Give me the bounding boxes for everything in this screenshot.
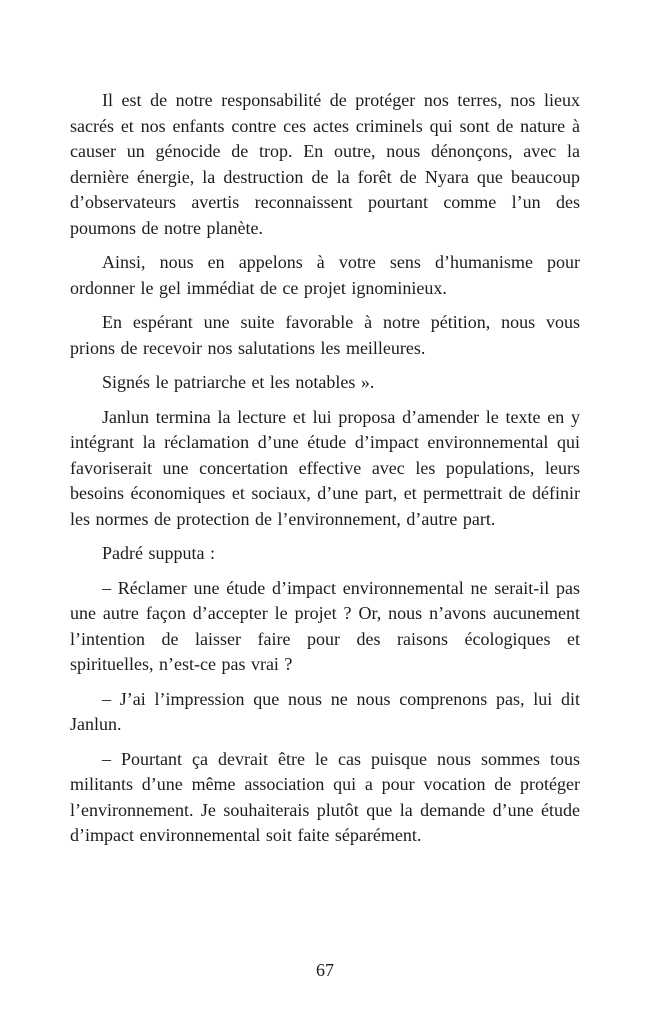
- page-number: 67: [316, 960, 334, 980]
- paragraph: Padré supputa :: [102, 543, 215, 563]
- dialogue-paragraph: – Réclamer une étude d’impact environnemental ne serait-il pas une autre façon d’accepter le projet ? Or, nous n’avons aucunement l’intention de laisser faire pour des raisons écologiques et spirituelles, n’est-ce pas vrai ?: [70, 577, 580, 674]
- paragraph: Signés le patriarche et les notables ».: [102, 372, 375, 392]
- paragraph: Ainsi, nous en appelons à votre sens d’humanisme pour ordonner le gel immédiat de ce projet ignominieux.: [70, 252, 580, 298]
- paragraph: Janlun termina la lecture et lui proposa d’amender le texte en y intégrant la réclamation d’une étude d’impact environnemental qui favoriserait une concertation effective avec les populations, leurs besoins économiques et sociaux, d’une part, et permettrait de définir les normes de protection de l’environnement, d’autre part.: [70, 406, 580, 529]
- paragraph: Il est de notre responsabilité de protéger nos terres, nos lieux sacrés et nos enfants contre ces actes criminels qui sont de nature à causer un génocide de trop. En outre, nous dénonçons, avec la dernière énergie, la destruction de la forêt de Nyara que beaucoup d’observateurs avertis reconnaissent pourtant comme l’un des poumons de notre planète.: [70, 90, 580, 238]
- body-text: [70, 88, 580, 858]
- paragraph: En espérant une suite favorable à notre pétition, nous vous prions de recevoir nos salutations les meilleures.: [70, 312, 580, 358]
- dialogue-paragraph: – J’ai l’impression que nous ne nous comprenons pas, lui dit Janlun.: [70, 688, 580, 734]
- dialogue-paragraph: – Pourtant ça devrait être le cas puisque nous sommes tous militants d’une même association qui a pour vocation de protéger l’environnement. Je souhaiterais plutôt que la demande d’une étude d’impact environnemental soit faite séparément.: [70, 748, 580, 845]
